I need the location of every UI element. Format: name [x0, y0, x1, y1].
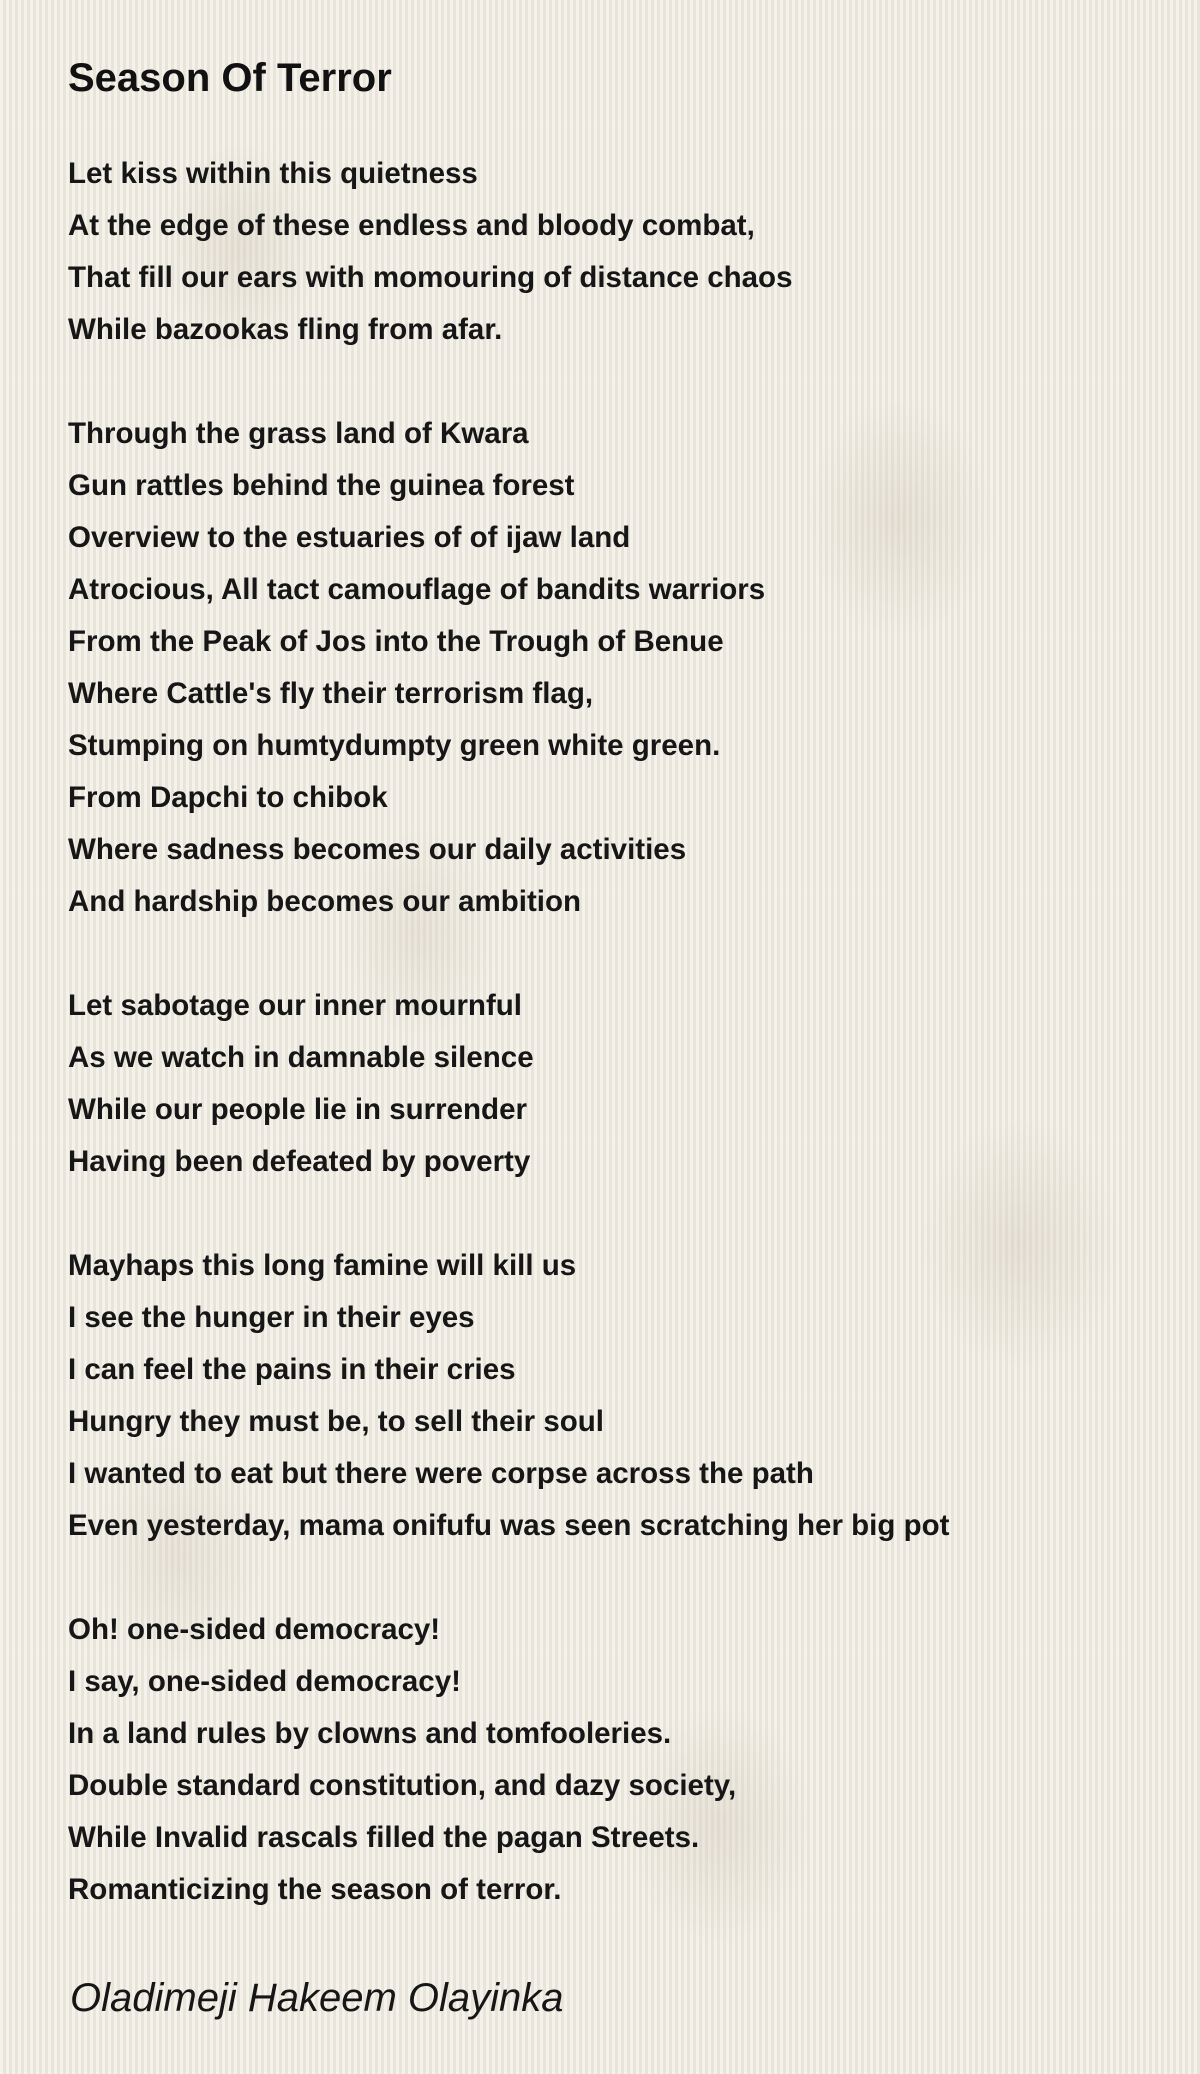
stanza-4 [68, 1240, 1168, 1552]
poem-line: In a land rules by clowns and tomfooleries. [68, 1717, 672, 1750]
poem [68, 48, 1168, 1968]
poem-line: Gun rattles behind the guinea forest [68, 469, 575, 502]
poem-line: Where sadness becomes our daily activities [68, 833, 687, 866]
stanza-1 [68, 148, 1168, 356]
poem-line: Atrocious, All tact camouflage of bandits warriors [68, 573, 766, 606]
poem-line: I can feel the pains in their cries [68, 1353, 516, 1386]
poem-line: Romanticizing the season of terror. [68, 1873, 562, 1906]
poem-line: Where Cattle's fly their terrorism flag, [68, 677, 594, 710]
poem-line: I say, one-sided democracy! [68, 1665, 461, 1698]
poem-line: From the Peak of Jos into the Trough of Benue [68, 625, 724, 658]
poem-line: Double standard constitution, and dazy society, [68, 1769, 737, 1802]
poem-line: Hungry they must be, to sell their soul [68, 1405, 604, 1438]
stanza-2 [68, 408, 1168, 928]
poem-title: Season Of Terror [68, 56, 392, 100]
poem-line: At the edge of these endless and bloody combat, [68, 209, 755, 242]
poem-line: I see the hunger in their eyes [68, 1301, 475, 1334]
poem-line: From Dapchi to chibok [68, 781, 388, 814]
poem-line: While our people lie in surrender [68, 1093, 527, 1126]
poem-author: Oladimeji Hakeem Olayinka [70, 1976, 564, 2020]
poem-line: Stumping on humtydumpty green white green. [68, 729, 721, 762]
poem-line: While Invalid rascals filled the pagan Streets. [68, 1821, 700, 1854]
poem-line: Overview to the estuaries of of ijaw land [68, 521, 631, 554]
poem-line: Let sabotage our inner mournful [68, 989, 522, 1022]
poem-line: And hardship becomes our ambition [68, 885, 582, 918]
poem-line: While bazookas fling from afar. [68, 313, 503, 346]
poem-line: As we watch in damnable silence [68, 1041, 534, 1074]
poem-line: Through the grass land of Kwara [68, 417, 529, 450]
poem-line: I wanted to eat but there were corpse across the path [68, 1457, 814, 1490]
poem-line: Let kiss within this quietness [68, 157, 478, 190]
stanza-5 [68, 1604, 1168, 1916]
poem-line: Mayhaps this long famine will kill us [68, 1249, 577, 1282]
stanza-3 [68, 980, 1168, 1188]
poem-line: Even yesterday, mama onifufu was seen scratching her big pot [68, 1509, 950, 1542]
poem-line: That fill our ears with momouring of distance chaos [68, 261, 793, 294]
poem-line: Having been defeated by poverty [68, 1145, 531, 1178]
poem-line: Oh! one-sided democracy! [68, 1613, 441, 1646]
